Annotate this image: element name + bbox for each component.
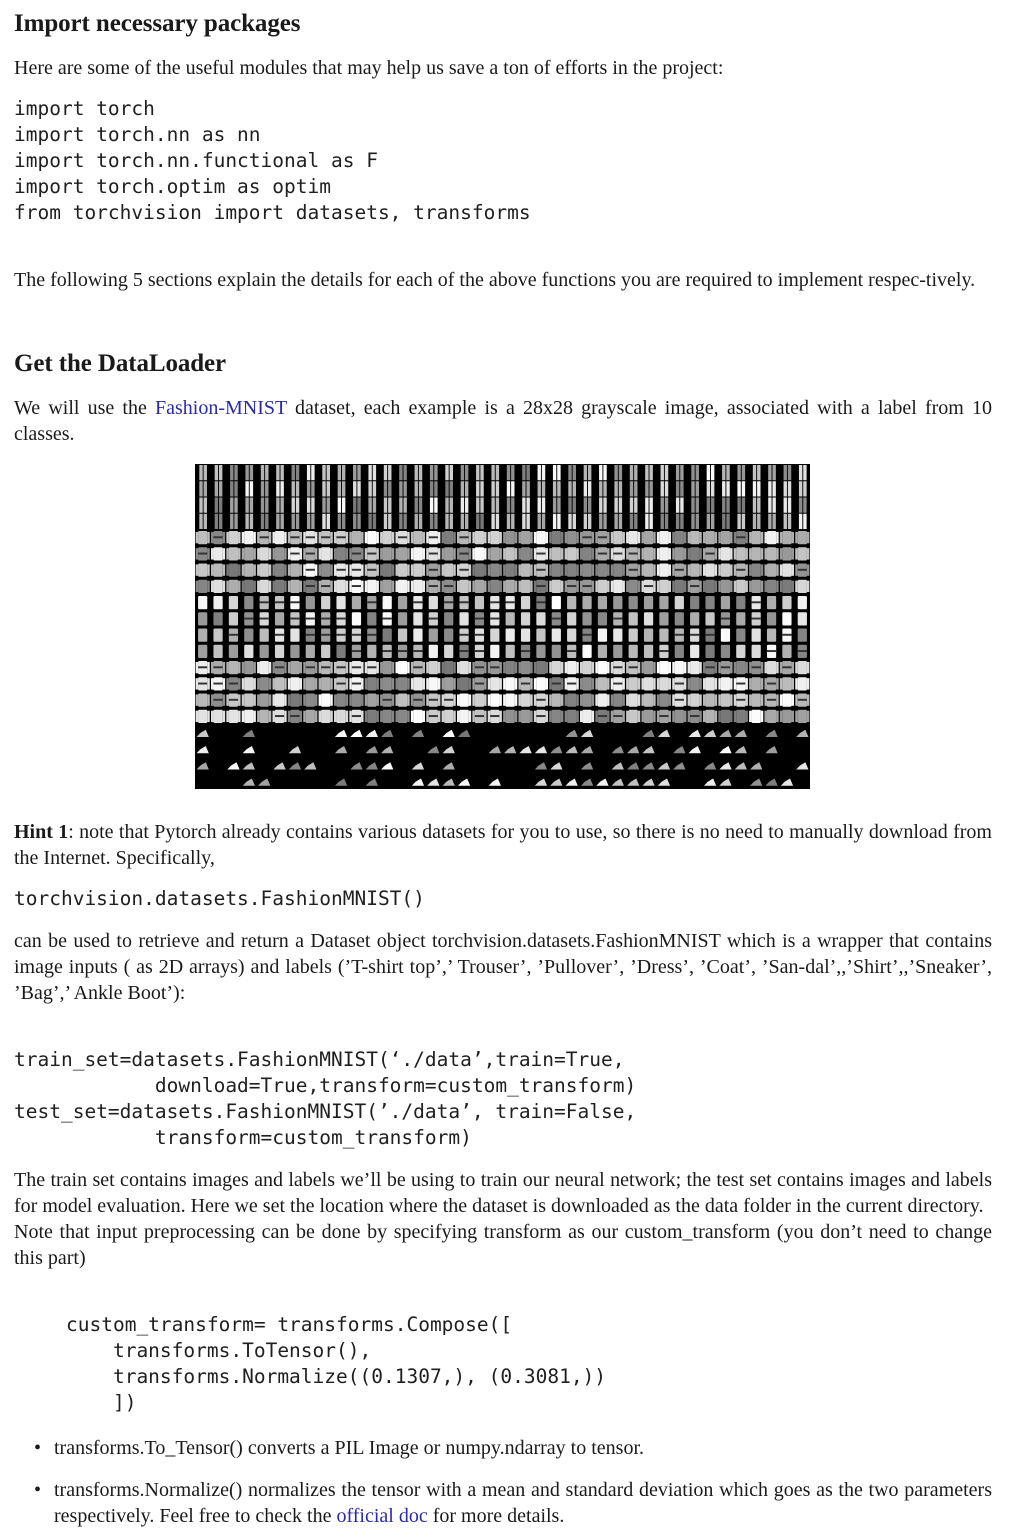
loader-intro-text: We will use the [14,397,156,419]
code-line: transform=custom_transform) [14,1126,472,1149]
bullet-text: transforms.Normalize() normalizes the tensor with a mean and standard deviation which goes as the two parameters respectively. Feel free to check the [54,1479,992,1527]
bullet-item [0,1477,992,1529]
transform-code-block [66,1312,992,1416]
code-line: import torch [14,97,155,120]
bullet-text-end: for more details. [427,1505,565,1527]
import-intro: Here are some of the useful modules that may help us save a ton of efforts in the project: [14,57,724,79]
hint-code: torchvision.datasets.FashionMNIST() [14,887,425,910]
train-description: The train set contains images and labels we’ll be using to train our neural network; the test set contains images and labels for model evaluation. Here we set the location where the dataset is downloaded as the data folder in the current directory. [14,1169,992,1217]
code-line: download=True,transform=custom_transform) [14,1074,637,1097]
bullet-list [0,1435,992,1529]
loader-intro-text-end: dataset, each example is a 28x28 grayscale image, associated with a label from 10 classes. [14,397,993,445]
code-line: transforms.ToTensor(), [66,1339,372,1362]
loader-intro [14,395,992,447]
code-line: train_set=datasets.FashionMNIST(‘./data’,train=True, [14,1048,625,1071]
section-title-import: Import necessary packages [14,10,301,37]
code-line: import torch.nn.functional as F [14,149,378,172]
code-line: import torch.optim as optim [14,175,331,198]
note-description: Note that input preprocessing can be done by specifying transform as our custom_transform (you don’t need to change this part) [14,1221,992,1269]
bullet-text: transforms.To_Tensor() converts a PIL Image or numpy.ndarray to tensor. [54,1437,644,1459]
section-title-dataloader: Get the DataLoader [14,350,227,377]
fashion-mnist-link[interactable]: Fashion-MNIST [155,397,287,419]
bullet-item [0,1435,992,1461]
hint-text: : note that Pytorch already contains various datasets for you to use, so there is no need to manually download from the Internet. Specifically, [14,821,992,869]
code-line: custom_transform= transforms.Compose([ [66,1313,513,1336]
code-line: ]) [66,1391,137,1414]
fashion-mnist-sample-grid [195,464,810,789]
code-line: test_set=datasets.FashionMNIST(’./data’, train=False, [14,1100,637,1123]
code-line: import torch.nn as nn [14,123,261,146]
import-code-block [14,96,992,226]
fashion-mnist-image [195,464,810,789]
official-doc-link[interactable]: official doc [336,1505,428,1527]
code-line: transforms.Normalize((0.1307,), (0.3081,)) [66,1365,607,1388]
hint-paragraph [14,819,992,871]
dataset-description: can be used to retrieve and return a Dataset object torchvision.datasets.FashionMNIST which is a wrapper that contains image inputs ( as 2D arrays) and labels (’T-shirt top’,’ Trouser’, ’Pullover’, ’Dress’, ’Coat’, ’San-dal’,,’Shirt’,,’Sneaker’, ’Bag’,’ Ankle Boot’): [14,930,992,1004]
following-paragraph: The following 5 sections explain the details for each of the above functions you are required to implement respec-tively. [14,269,976,291]
hint-label: Hint 1 [14,821,69,843]
code-line: from torchvision import datasets, transforms [14,201,531,224]
dataset-code-block [14,1047,992,1151]
